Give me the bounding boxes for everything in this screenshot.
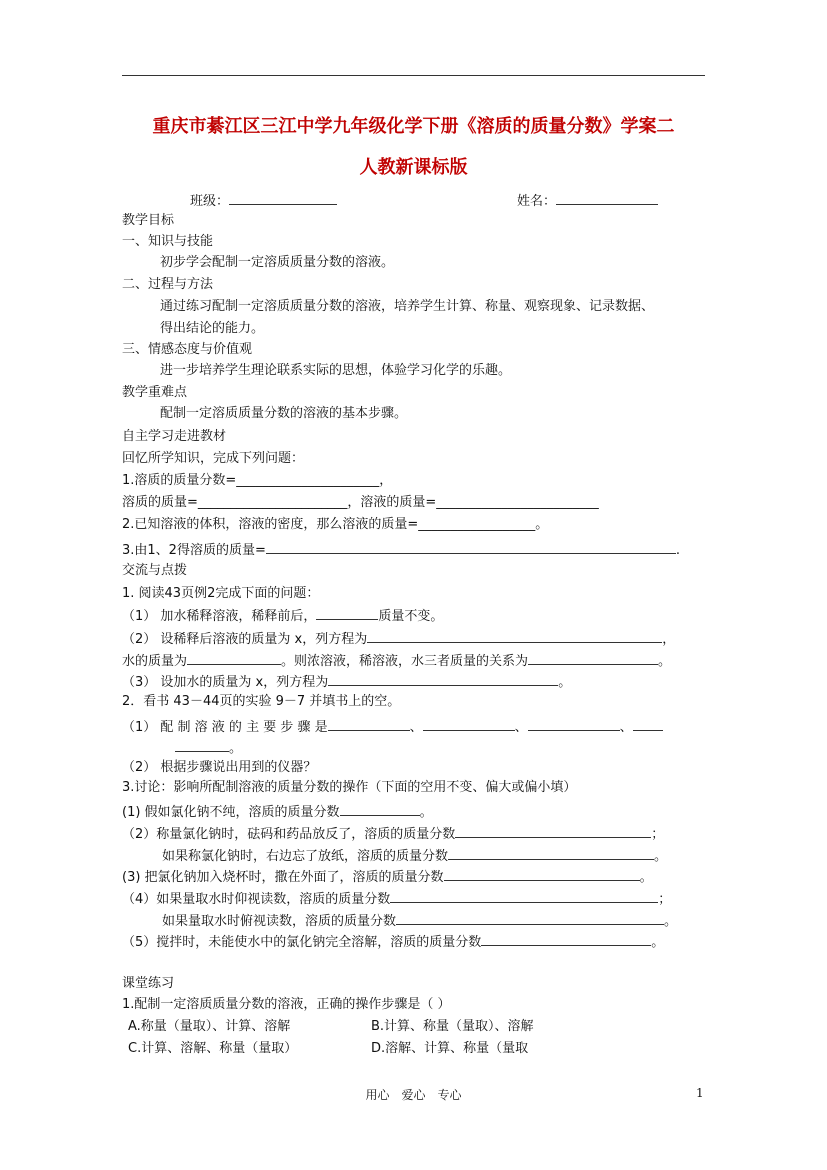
process-text-1: 通过练习配制一定溶质质量分数的溶液，培养学生计算、称量、观察现象、记录数据、 <box>160 299 655 314</box>
reading-1-1-end: 质量不变。 <box>378 609 444 624</box>
footer-motto: 用心 爱心 专心 <box>365 1088 462 1102</box>
reading-1-3-blank[interactable] <box>328 671 558 686</box>
name-label: 姓名： <box>517 194 557 209</box>
discussion-5-end: 。 <box>651 935 665 950</box>
discussion-4-cont-blank[interactable] <box>396 910 664 925</box>
instruments-question: （2） 根据步骤说出用到的仪器？ <box>122 760 317 775</box>
discussion-2-text: （2）称量氯化钠时，砝码和药品放反了，溶质的质量分数 <box>122 827 456 842</box>
discussion-1 <box>122 801 433 822</box>
section-exchange: 交流与点拨 <box>122 563 188 578</box>
option-d[interactable]: D.溶解、计算、称量（量取 <box>371 1041 529 1056</box>
step-sep-1: 、 <box>409 720 423 735</box>
section-goals: 教学目标 <box>122 213 175 228</box>
class-blank[interactable] <box>229 190 337 205</box>
steps-question <box>122 716 663 737</box>
header-rule <box>122 75 705 76</box>
option-a[interactable]: A.称量（量取）、计算、溶解 <box>128 1019 291 1034</box>
step-blank-2[interactable] <box>423 716 515 731</box>
discussion-4-cont-end: 。 <box>664 914 678 929</box>
discussion-3-end: 。 <box>639 870 653 885</box>
reading-task-2: 2．看书 43－44页的实验 9－7 并填书上的空。 <box>122 694 401 709</box>
steps-continued <box>175 737 242 758</box>
option-b[interactable]: B.计算、称量（量取）、溶解 <box>371 1019 534 1034</box>
reading-1-2 <box>122 628 675 649</box>
key-points-text: 配制一定溶质质量分数的溶液的基本步骤。 <box>160 406 408 421</box>
process-text-2: 得出结论的能力。 <box>160 321 265 336</box>
steps-end: 。 <box>229 741 243 756</box>
discussion-2-end: ； <box>651 827 665 842</box>
discussion-4-blank[interactable] <box>390 888 658 903</box>
name-blank[interactable] <box>556 190 658 205</box>
step-blank-3[interactable] <box>528 716 620 731</box>
water-mass-blank[interactable] <box>187 650 281 665</box>
recall-instruction: 回忆所学知识，完成下列问题： <box>122 451 305 466</box>
reading-1-1-blank[interactable] <box>316 605 378 620</box>
question-3-end: . <box>675 543 680 558</box>
discussion-2 <box>122 823 664 844</box>
step-blank-1[interactable] <box>328 716 410 731</box>
relation-end: 。 <box>658 654 672 669</box>
document-title-line2: 人教新课标版 <box>359 157 468 178</box>
section-attitude: 三、情感态度与价值观 <box>122 342 253 357</box>
discussion-3-text: (3) 把氯化钠加入烧杯时，撒在外面了，溶质的质量分数 <box>122 870 444 885</box>
question-3-text: 3.由1、2得溶质的质量= <box>122 543 266 558</box>
step-blank-4[interactable] <box>633 716 663 731</box>
reading-1-1-text: （1） 加水稀释溶液，稀释前后， <box>122 609 317 624</box>
discussion-intro: 3.讨论：影响所配制溶液的质量分数的操作（下面的空用不变、偏大或偏小填） <box>122 780 577 795</box>
relation-text: 。则浓溶液，稀溶液，水三者质量的关系为 <box>281 654 529 669</box>
reading-1-3 <box>122 671 571 692</box>
reading-1-2-text: （2） 设稀释后溶液的质量为 x，列方程为 <box>122 632 368 647</box>
option-c[interactable]: C.计算、溶解、称量（量取） <box>128 1041 298 1056</box>
discussion-2-cont <box>162 845 667 866</box>
reading-1-1 <box>122 605 443 626</box>
water-mass-label: 水的质量为 <box>122 654 188 669</box>
question-2: 2.已知溶液的体积，溶液的密度，那么溶液的质量=__________________。 <box>122 517 549 532</box>
discussion-2-blank[interactable] <box>455 823 651 838</box>
discussion-3-blank[interactable] <box>444 866 640 881</box>
document-title-line1: 重庆市綦江区三江中学九年级化学下册《溶质的质量分数》学案二 <box>152 116 675 137</box>
reading-1-3-text: （3） 设加水的质量为 x，列方程为 <box>122 675 329 690</box>
page-number: 1 <box>696 1086 704 1100</box>
knowledge-text: 初步学会配制一定溶质质量分数的溶液。 <box>160 255 395 270</box>
practice-question-1: 1.配制一定溶质质量分数的溶液，正确的操作步骤是（ ） <box>122 997 451 1012</box>
discussion-4 <box>122 888 671 909</box>
question-3 <box>122 539 680 560</box>
discussion-5-text: （5）搅拌时，未能使水中的氯化钠完全溶解，溶质的质量分数 <box>122 935 482 950</box>
discussion-3 <box>122 866 653 887</box>
section-process: 二、过程与方法 <box>122 277 214 292</box>
discussion-4-end: ； <box>658 892 672 907</box>
reading-1-2-comma: ， <box>662 632 676 647</box>
discussion-4-cont <box>162 910 677 931</box>
discussion-2-cont-end: 。 <box>654 849 668 864</box>
attitude-text: 进一步培养学生理论联系实际的思想，体验学习化学的乐趣。 <box>160 363 512 378</box>
name-field <box>517 190 658 211</box>
section-key-points: 教学重难点 <box>122 385 188 400</box>
discussion-5 <box>122 931 664 952</box>
step-sep-2: 、 <box>514 720 528 735</box>
steps-text: （1） 配 制 溶 液 的 主 要 步 骤 是 <box>122 720 328 735</box>
question-1b: 溶质的质量=_______________________，溶液的质量=_________________________ <box>122 495 599 510</box>
section-self-study: 自主学习走进教材 <box>122 429 227 444</box>
reading-1-3-end: 。 <box>558 675 572 690</box>
relation-blank[interactable] <box>528 650 658 665</box>
class-field <box>190 190 337 211</box>
discussion-5-blank[interactable] <box>481 931 651 946</box>
reading-1-2-cont <box>122 650 671 671</box>
class-label: 班级： <box>190 194 230 209</box>
section-knowledge: 一、知识与技能 <box>122 234 214 249</box>
discussion-4-text: （4）如果量取水时仰视读数，溶质的质量分数 <box>122 892 391 907</box>
discussion-1-text: (1) 假如氯化钠不纯，溶质的质量分数 <box>122 805 340 820</box>
discussion-1-blank[interactable] <box>340 801 420 816</box>
step-sep-3: 、 <box>619 720 633 735</box>
discussion-4-cont-text: 如果量取水时俯视读数，溶质的质量分数 <box>162 914 397 929</box>
discussion-1-end: 。 <box>419 805 433 820</box>
discussion-2-cont-blank[interactable] <box>448 845 654 860</box>
question-3-blank[interactable] <box>266 539 676 554</box>
step-blank-4-cont[interactable] <box>175 737 229 752</box>
reading-task-1: 1. 阅读43页例2完成下面的问题： <box>122 586 320 601</box>
reading-1-2-blank[interactable] <box>367 628 662 643</box>
question-1a: 1.溶质的质量分数=______________________， <box>122 473 393 488</box>
section-practice: 课堂练习 <box>122 976 175 991</box>
discussion-2-cont-text: 如果称氯化钠时，右边忘了放纸，溶质的质量分数 <box>162 849 449 864</box>
